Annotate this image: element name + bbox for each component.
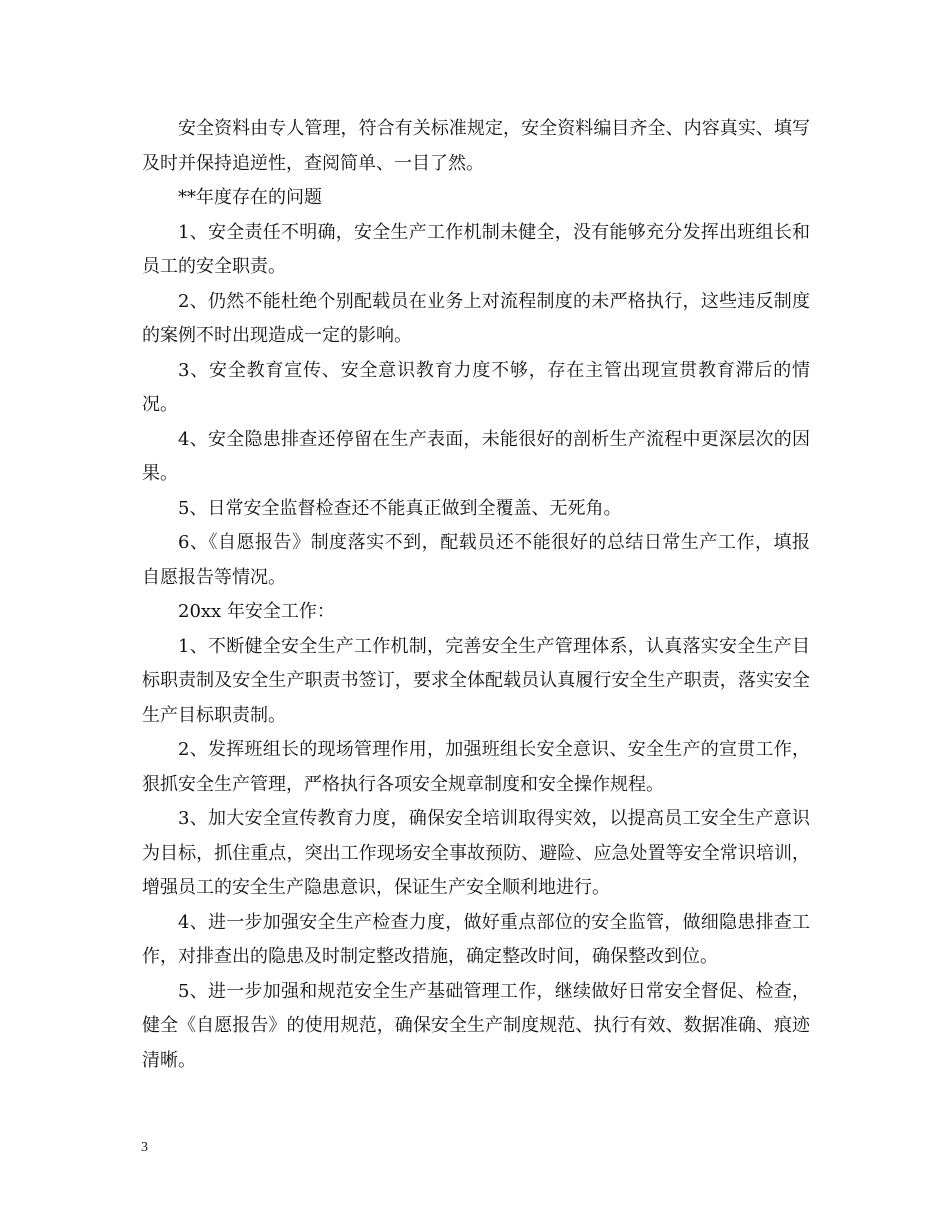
heading-annual-problems: **年度存在的问题: [178, 187, 322, 208]
problem-item-3: 3、安全教育宣传、安全意识教育力度不够，存在主管出现宣贯教育滞后的情况。: [142, 359, 810, 415]
plan-item-4: 4、进一步加强安全生产检查力度，做好重点部位的安全监管，做细隐患排查工作，对排查出的隐患及时制定整改措施，确定整改时间，确保整改到位。: [142, 911, 810, 967]
problem-item-6: 6、《自愿报告》制度落实不到，配载员还不能很好的总结日常生产工作，填报自愿报告等情况。: [142, 532, 810, 588]
problem-item-4: 4、安全隐患排查还停留在生产表面，未能很好的剖析生产流程中更深层次的因果。: [142, 428, 810, 484]
paragraph-safety-records: 安全资料由专人管理，符合有关标准规定，安全资料编目齐全、内容真实、填写及时并保持追逆性，查阅简单、一目了然。: [142, 118, 810, 174]
problem-item-2: 2、仍然不能杜绝个别配载员在业务上对流程制度的未严格执行，这些违反制度的案例不时出现造成一定的影响。: [142, 290, 810, 346]
document-body: [142, 112, 810, 1078]
plan-item-1: 1、不断健全安全生产工作机制，完善安全生产管理体系，认真落实安全生产目标职责制及安全生产职责书签订，要求全体配载员认真履行安全生产职责，落实安全生产目标职责制。: [142, 635, 810, 726]
problem-item-5: 5、日常安全监督检查还不能真正做到全覆盖、无死角。: [178, 497, 622, 519]
plan-item-2: 2、发挥班组长的现场管理作用，加强班组长安全意识、安全生产的宣贯工作，狠抓安全生产管理，严格执行各项安全规章制度和安全操作规程。: [142, 739, 810, 795]
heading-safety-work-plan: 20xx 年安全工作：: [178, 601, 335, 622]
plan-item-3: 3、加大安全宣传教育力度，确保安全培训取得实效，以提高员工安全生产意识为目标，抓住重点，突出工作现场安全事故预防、避险、应急处置等安全常识培训，增强员工的安全生产隐患意识，保证生产安全顺利地进行。: [142, 808, 810, 898]
plan-item-5: 5、进一步加强和规范安全生产基础管理工作，继续做好日常安全督促、检查，健全《自愿报告》的使用规范，确保安全生产制度规范、执行有效、数据准确、痕迹清晰。: [142, 980, 810, 1071]
page-number: 3: [141, 1140, 148, 1155]
problem-item-1: 1、安全责任不明确，安全生产工作机制未健全，没有能够充分发挥出班组长和员工的安全职责。: [142, 221, 810, 277]
